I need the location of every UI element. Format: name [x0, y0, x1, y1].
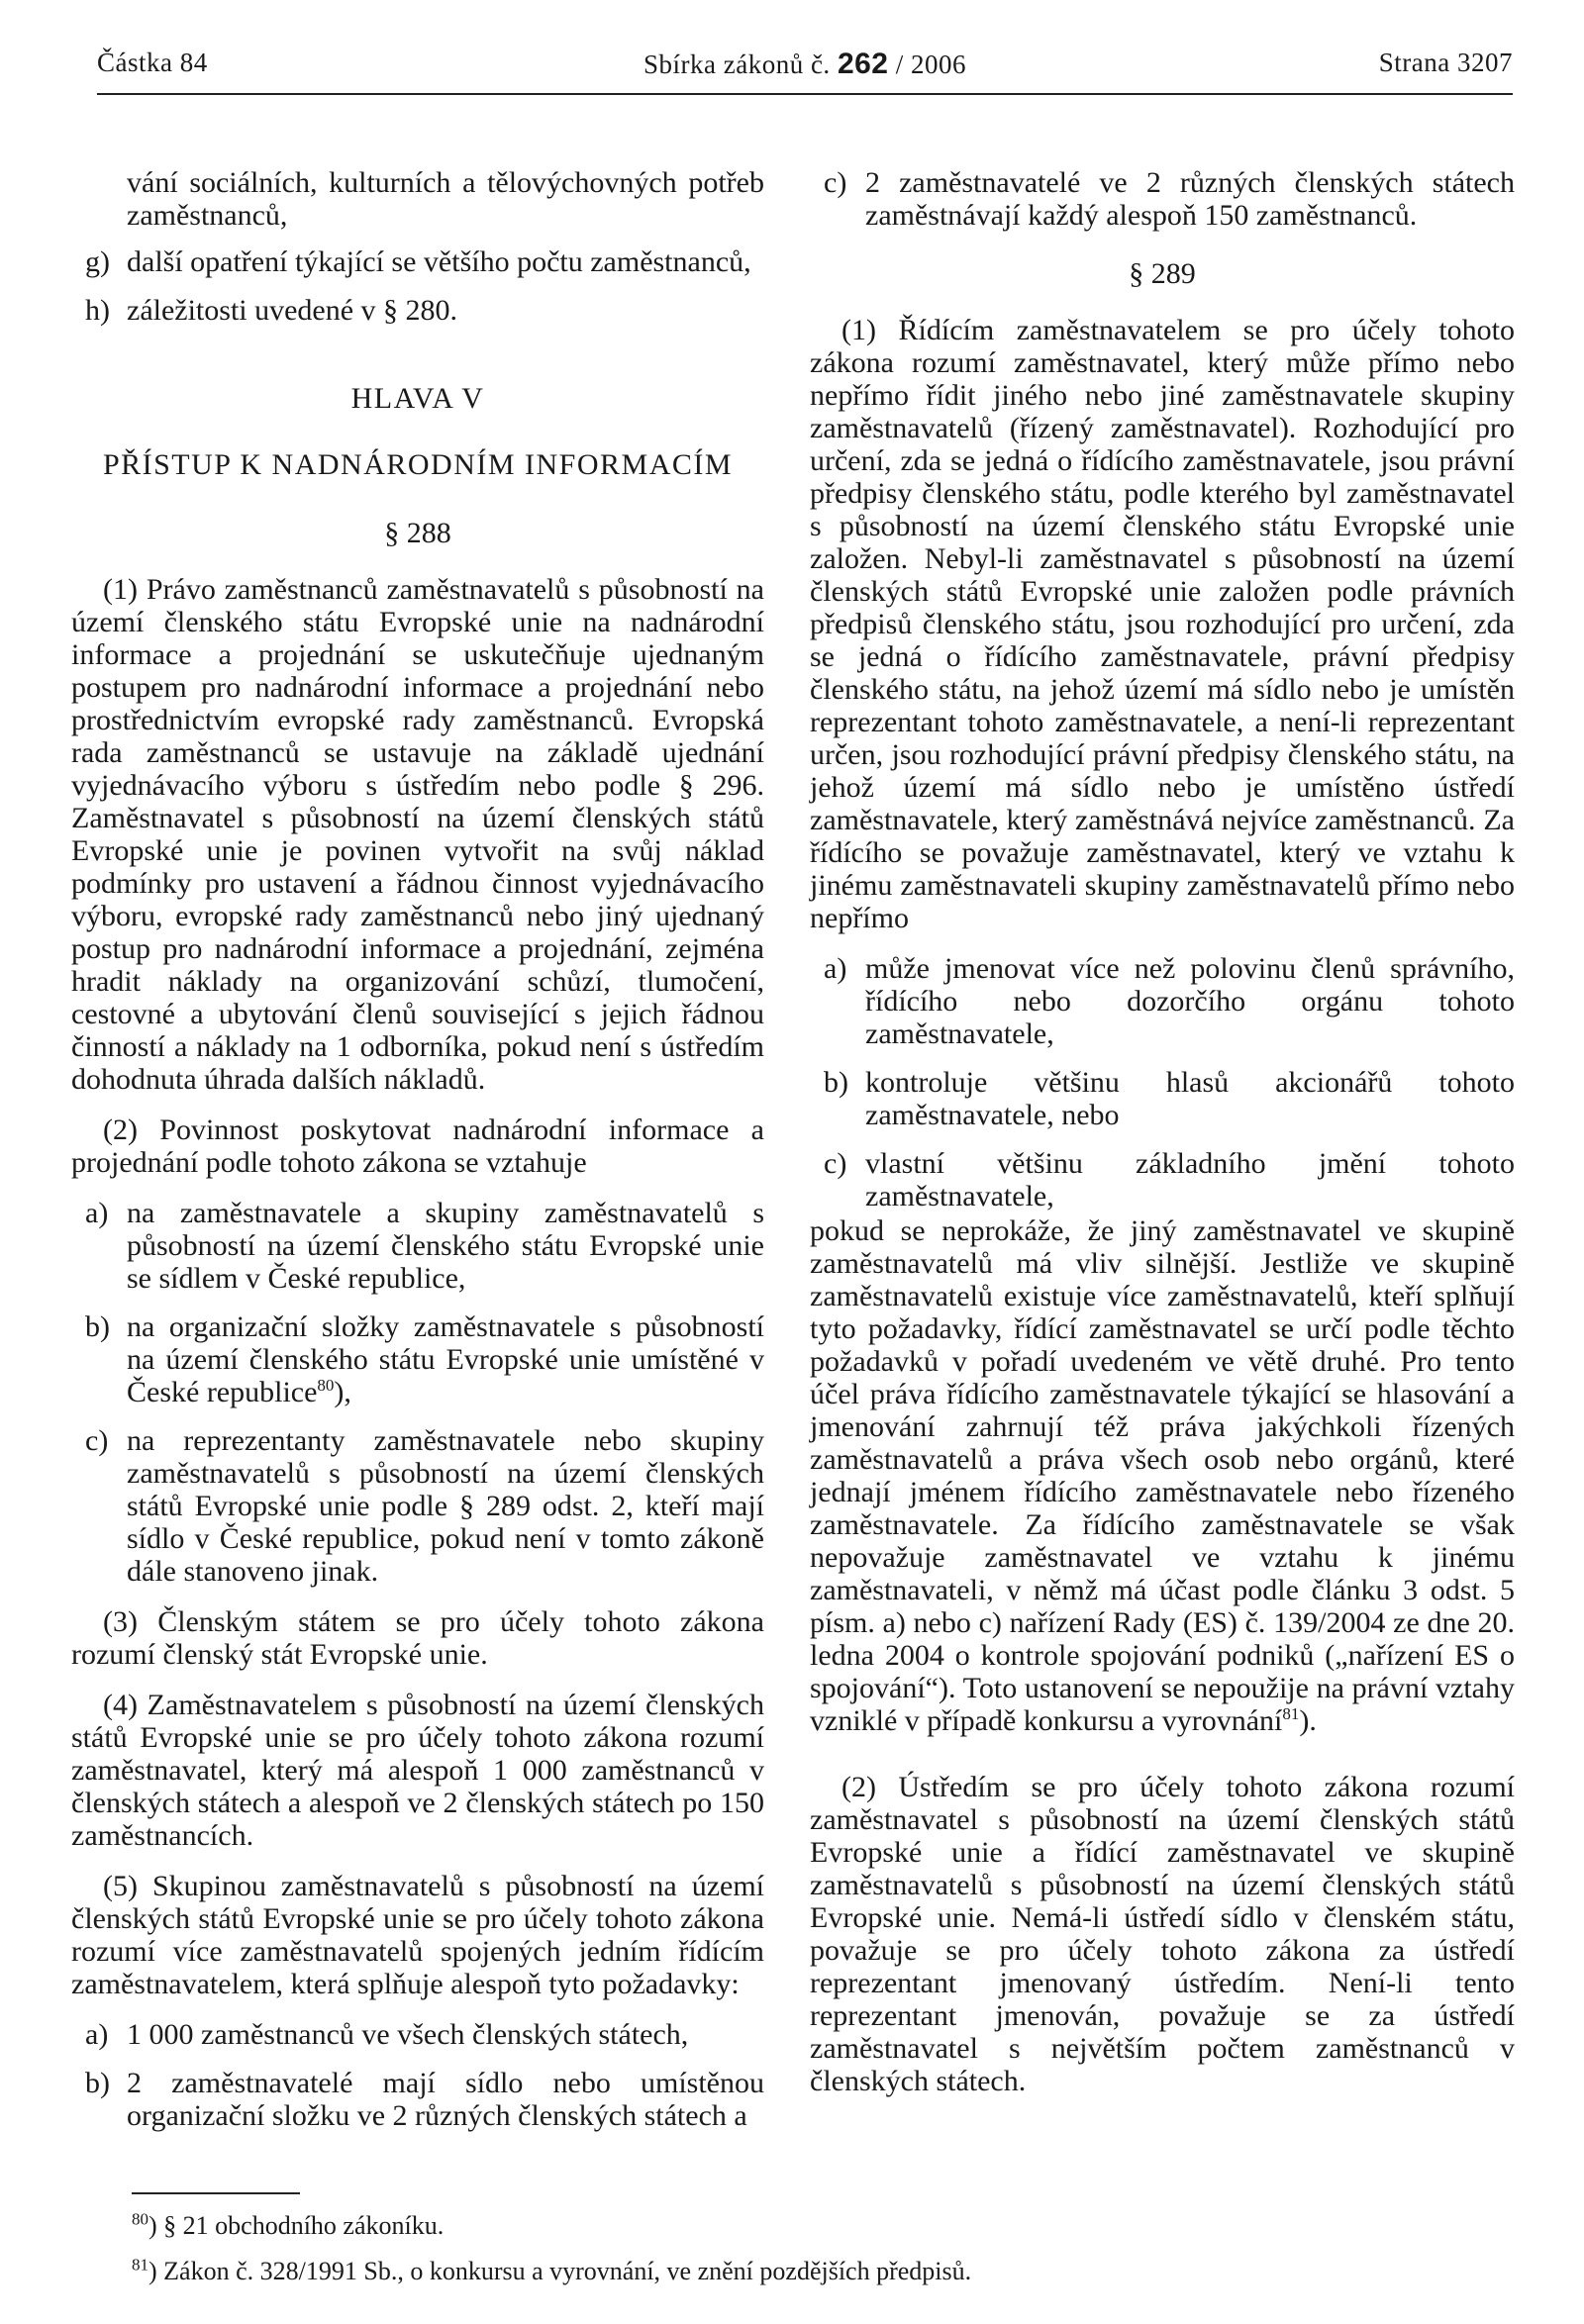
header-collection-number: 262 [837, 48, 889, 80]
list-item-label: b) [824, 1066, 848, 1099]
list-item-text: 1 000 zaměstnanců ve všech členských státech, [127, 2018, 689, 2051]
list-item-label: a) [85, 2018, 109, 2051]
list-item-label: c) [85, 1424, 109, 1457]
header-collection-suffix: / 2006 [895, 49, 967, 79]
list-item [71, 1197, 764, 1295]
list-item-text: 2 zaměstnavatelé ve 2 různých členských státech zaměstnávají každý alespoň 150 zaměstnanců. [865, 166, 1515, 232]
list-item-text: vlastní většinu základního jmění tohoto zaměstnavatele, [865, 1147, 1515, 1212]
list-item [810, 1066, 1515, 1131]
footnotes [132, 2209, 1518, 2300]
footnote-text: Zákon č. 328/1991 Sb., o konkursu a vyrovnání, ve znění pozdějších předpisů. [163, 2257, 972, 2285]
footnote-mark-close: ) [148, 2211, 157, 2240]
paragraph-288-1: (1) Právo zaměstnanců zaměstnavatelů s působností na území členského státu Evropské unie na nadnárodní informace a projednání se uskutečňuje ujednaným postupem pro nadnárodní informace a projednání nebo prostřednictvím evropské rady zaměstnanců. Evropská rada zaměstnanců se ustavuje na základě ujednání vyjednávacího výboru s ústředím nebo podle § 296. Zaměstnavatel s působností na území členských států Evropské unie je povinen vytvořit na svůj náklad podmínky pro ustavení a řádnou činnost vyjednávacího výboru, evropské rady zaměstnanců nebo jiný ujednaný postup pro nadnárodní informace a projednání, zejména hradit náklady na organizování schůzí, tlumočení, cestovné a ubytování členů související s jejich řádnou činností a náklady na 1 odborníka, pokud není s ústředím dohodnuta úhrada dalších nákladů. [71, 573, 764, 1096]
list-item-text: na zaměstnavatele a skupiny zaměstnavatelů s působností na území členského státu Evropské unie se sídlem v České republice, [127, 1197, 764, 1295]
paragraph-289-2: (2) Ústředím se pro účely tohoto zákona rozumí zaměstnavatel s působností na území členských států Evropské unie a řídící zaměstnavatel ve skupině zaměstnavatelů s působností na území členských států Evropské unie. Nemá-li ústředí sídlo v členském státu, považuje se pro účely tohoto zákona za ústředí reprezentant jmenovaný ústředím. Není-li tento reprezentant jmenován, považuje se za ústředí zaměstnavatel s největším počtem zaměstnanců v členských státech. [810, 1771, 1515, 2097]
list-item-text-body: na organizační složky zaměstnavatele s působností na území členského státu Evropské unie umístěné v České republice [127, 1310, 764, 1408]
page-header [97, 38, 1513, 95]
list-item-text: kontroluje většinu hlasů akcionářů tohoto zaměstnavatele, nebo [865, 1066, 1515, 1131]
paragraph-289-1-continuation-end: ). [1299, 1704, 1317, 1737]
list-item [71, 1310, 764, 1408]
list-item-label: c) [824, 1147, 847, 1180]
list-288-5 [71, 2018, 764, 2132]
paragraph-288-4: (4) Zaměstnavatelem s působností na území členských států Evropské unie se pro účely tohoto zákona rozumí zaměstnavatel, který má alespoň 1 000 zaměstnanců v členských státech a alespoň ve 2 členských státech po 150 zaměstnancích. [71, 1689, 764, 1852]
list-item [71, 294, 764, 327]
paragraph-289-1-continuation-text: pokud se neprokáže, že jiný zaměstnavatel ve skupině zaměstnavatelů má vliv silnější. Jestliže ve skupině zaměstnavatelů existuje více zaměstnavatelů, kteří splňují tyto požadavky, řídící zaměstnavatel se určí podle těchto požadavků v pořadí uvedeném ve větě druhé. Pro tento účel práva řídícího zaměstnavatele týkající se hlasování a jmenování zahrnují též práva jakýchkoli řízených zaměstnavatelů a práva všech osob nebo orgánů, které jednají jménem řídícího zaměstnavatele nebo řízeného zaměstnavatele. Za řídícího zaměstnavatele se však nepovažuje zaměstnavatel ve vztahu k jinému zaměstnavateli, v němž má účast podle článku 3 odst. 5 písm. a) nebo c) nařízení Rady (ES) č. 139/2004 ze dne 20. ledna 2004 o kontrole spojování podniků („nařízení ES o spojování“). Toto ustanovení se nepoužije na právní vztahy vzniklé v případě konkursu a vyrovnání [810, 1214, 1515, 1737]
list-item-label: a) [85, 1197, 109, 1229]
paragraph-288-5: (5) Skupinou zaměstnavatelů s působností na území členských států Evropské unie se pro účely tohoto zákona rozumí více zaměstnavatelů spojených jedním řídícím zaměstnavatelem, která splňuje alespoň tyto požadavky: [71, 1870, 764, 2000]
header-collection-prefix: Sbírka zákonů č. [643, 49, 831, 79]
paragraph-289-1-continuation [810, 1214, 1515, 1737]
section-heading-289: § 289 [1129, 257, 1196, 290]
paragraph-288-3: (3) Členským státem se pro účely tohoto zákona rozumí členský stát Evropské unie. [71, 1605, 764, 1671]
list-288-5-continued [810, 166, 1515, 232]
header-page-number: Strana 3207 [1378, 48, 1513, 77]
list-288-2 [71, 1197, 764, 1588]
list-item-label: b) [85, 1310, 110, 1343]
list-item-label: a) [824, 952, 847, 985]
list-item [71, 1424, 764, 1588]
footnote-text: § 21 obchodního zákoníku. [163, 2211, 445, 2240]
list-item [810, 952, 1515, 1050]
header-collection [97, 48, 1513, 81]
list-item-label: g) [85, 245, 110, 278]
list-item-text-end: ), [334, 1376, 351, 1408]
paragraph-289-1: (1) Řídícím zaměstnavatelem se pro účely tohoto zákona rozumí zaměstnavatel, který může přímo nebo nepřímo řídit jiného nebo jiné zaměstnavatele skupiny zaměstnavatelů (řízený zaměstnavatel). Rozhodující pro určení, zda se jedná o řídícího zaměstnavatele, jsou právní předpisy členského státu, podle kterého byl zaměstnavatel s působností na území členského státu Evropské unie založen. Nebyl-li zaměstnavatel s působností na území členských států Evropské unie založen podle právních předpisů členského státu, jsou rozhodující pro určení, zda se jedná o řídícího zaměstnavatele, právní předpisy členského státu, na jehož území má sídlo nebo je umístěn reprezentant tohoto zaměstnavatele, a není-li reprezentant určen, jsou rozhodující právní předpisy členského státu, na jehož území má sídlo nebo je umístěno ústředí zaměstnavatele, který zaměstnává nejvíce zaměstnanců. Za řídícího se považuje zaměstnavatel, který ve vztahu k jinému zaměstnavateli skupiny zaměstnavatelů přímo nebo nepřímo [810, 314, 1515, 934]
chapter-heading: HLAVA V [350, 382, 485, 415]
footnote-80 [132, 2209, 1518, 2243]
right-column [810, 166, 1515, 2097]
chapter-title: PŘÍSTUP K NADNÁRODNÍM INFORMACÍM [102, 448, 734, 481]
list-item-label: c) [824, 166, 847, 199]
list-item-text: může jmenovat více než polovinu členů správního, řídícího nebo dozorčího orgánu tohoto zaměstnavatele, [865, 952, 1515, 1050]
list-item [71, 2018, 764, 2051]
paragraph-288-2: (2) Povinnost poskytovat nadnárodní informace a projednání podle tohoto zákona se vztahuje [71, 1114, 764, 1179]
list-item [810, 166, 1515, 232]
list-item [71, 2067, 764, 2132]
footnote-mark-close: ) [148, 2257, 157, 2285]
list-item [810, 1147, 1515, 1212]
footnote-mark: 81 [132, 2255, 148, 2275]
footnote-divider [132, 2192, 300, 2194]
list-item-text: záležitosti uvedené v § 280. [127, 294, 458, 327]
list-289-1 [810, 952, 1515, 1212]
header-issue: Částka 84 [97, 48, 208, 77]
left-column [71, 166, 764, 2132]
list-item-text: na reprezentanty zaměstnavatele nebo skupiny zaměstnavatelů s působností na území členských států Evropské unie podle § 289 odst. 2, kteří mají sídlo v České republice, pokud není v tomto zákoně dále stanoveno jinak. [127, 1424, 764, 1588]
list-top [71, 245, 764, 327]
list-item-label: h) [85, 294, 110, 327]
footnote-mark: 80 [132, 2209, 148, 2229]
list-item [71, 245, 764, 278]
section-heading-288: § 288 [384, 517, 451, 549]
list-item-text [127, 1310, 764, 1408]
footnote-ref-81: 81 [1282, 1704, 1300, 1723]
list-item-text: 2 zaměstnavatelé mají sídlo nebo umístěnou organizační složku ve 2 různých členských státech a [127, 2067, 764, 2132]
footnote-81 [132, 2255, 1518, 2288]
list-item-f-continuation: vání sociálních, kulturních a tělovýchovných potřeb zaměstnanců, [127, 166, 764, 232]
list-item-text: další opatření týkající se většího počtu zaměstnanců, [127, 245, 751, 278]
footnote-ref-80: 80 [317, 1376, 335, 1395]
list-item-label: b) [85, 2067, 110, 2099]
